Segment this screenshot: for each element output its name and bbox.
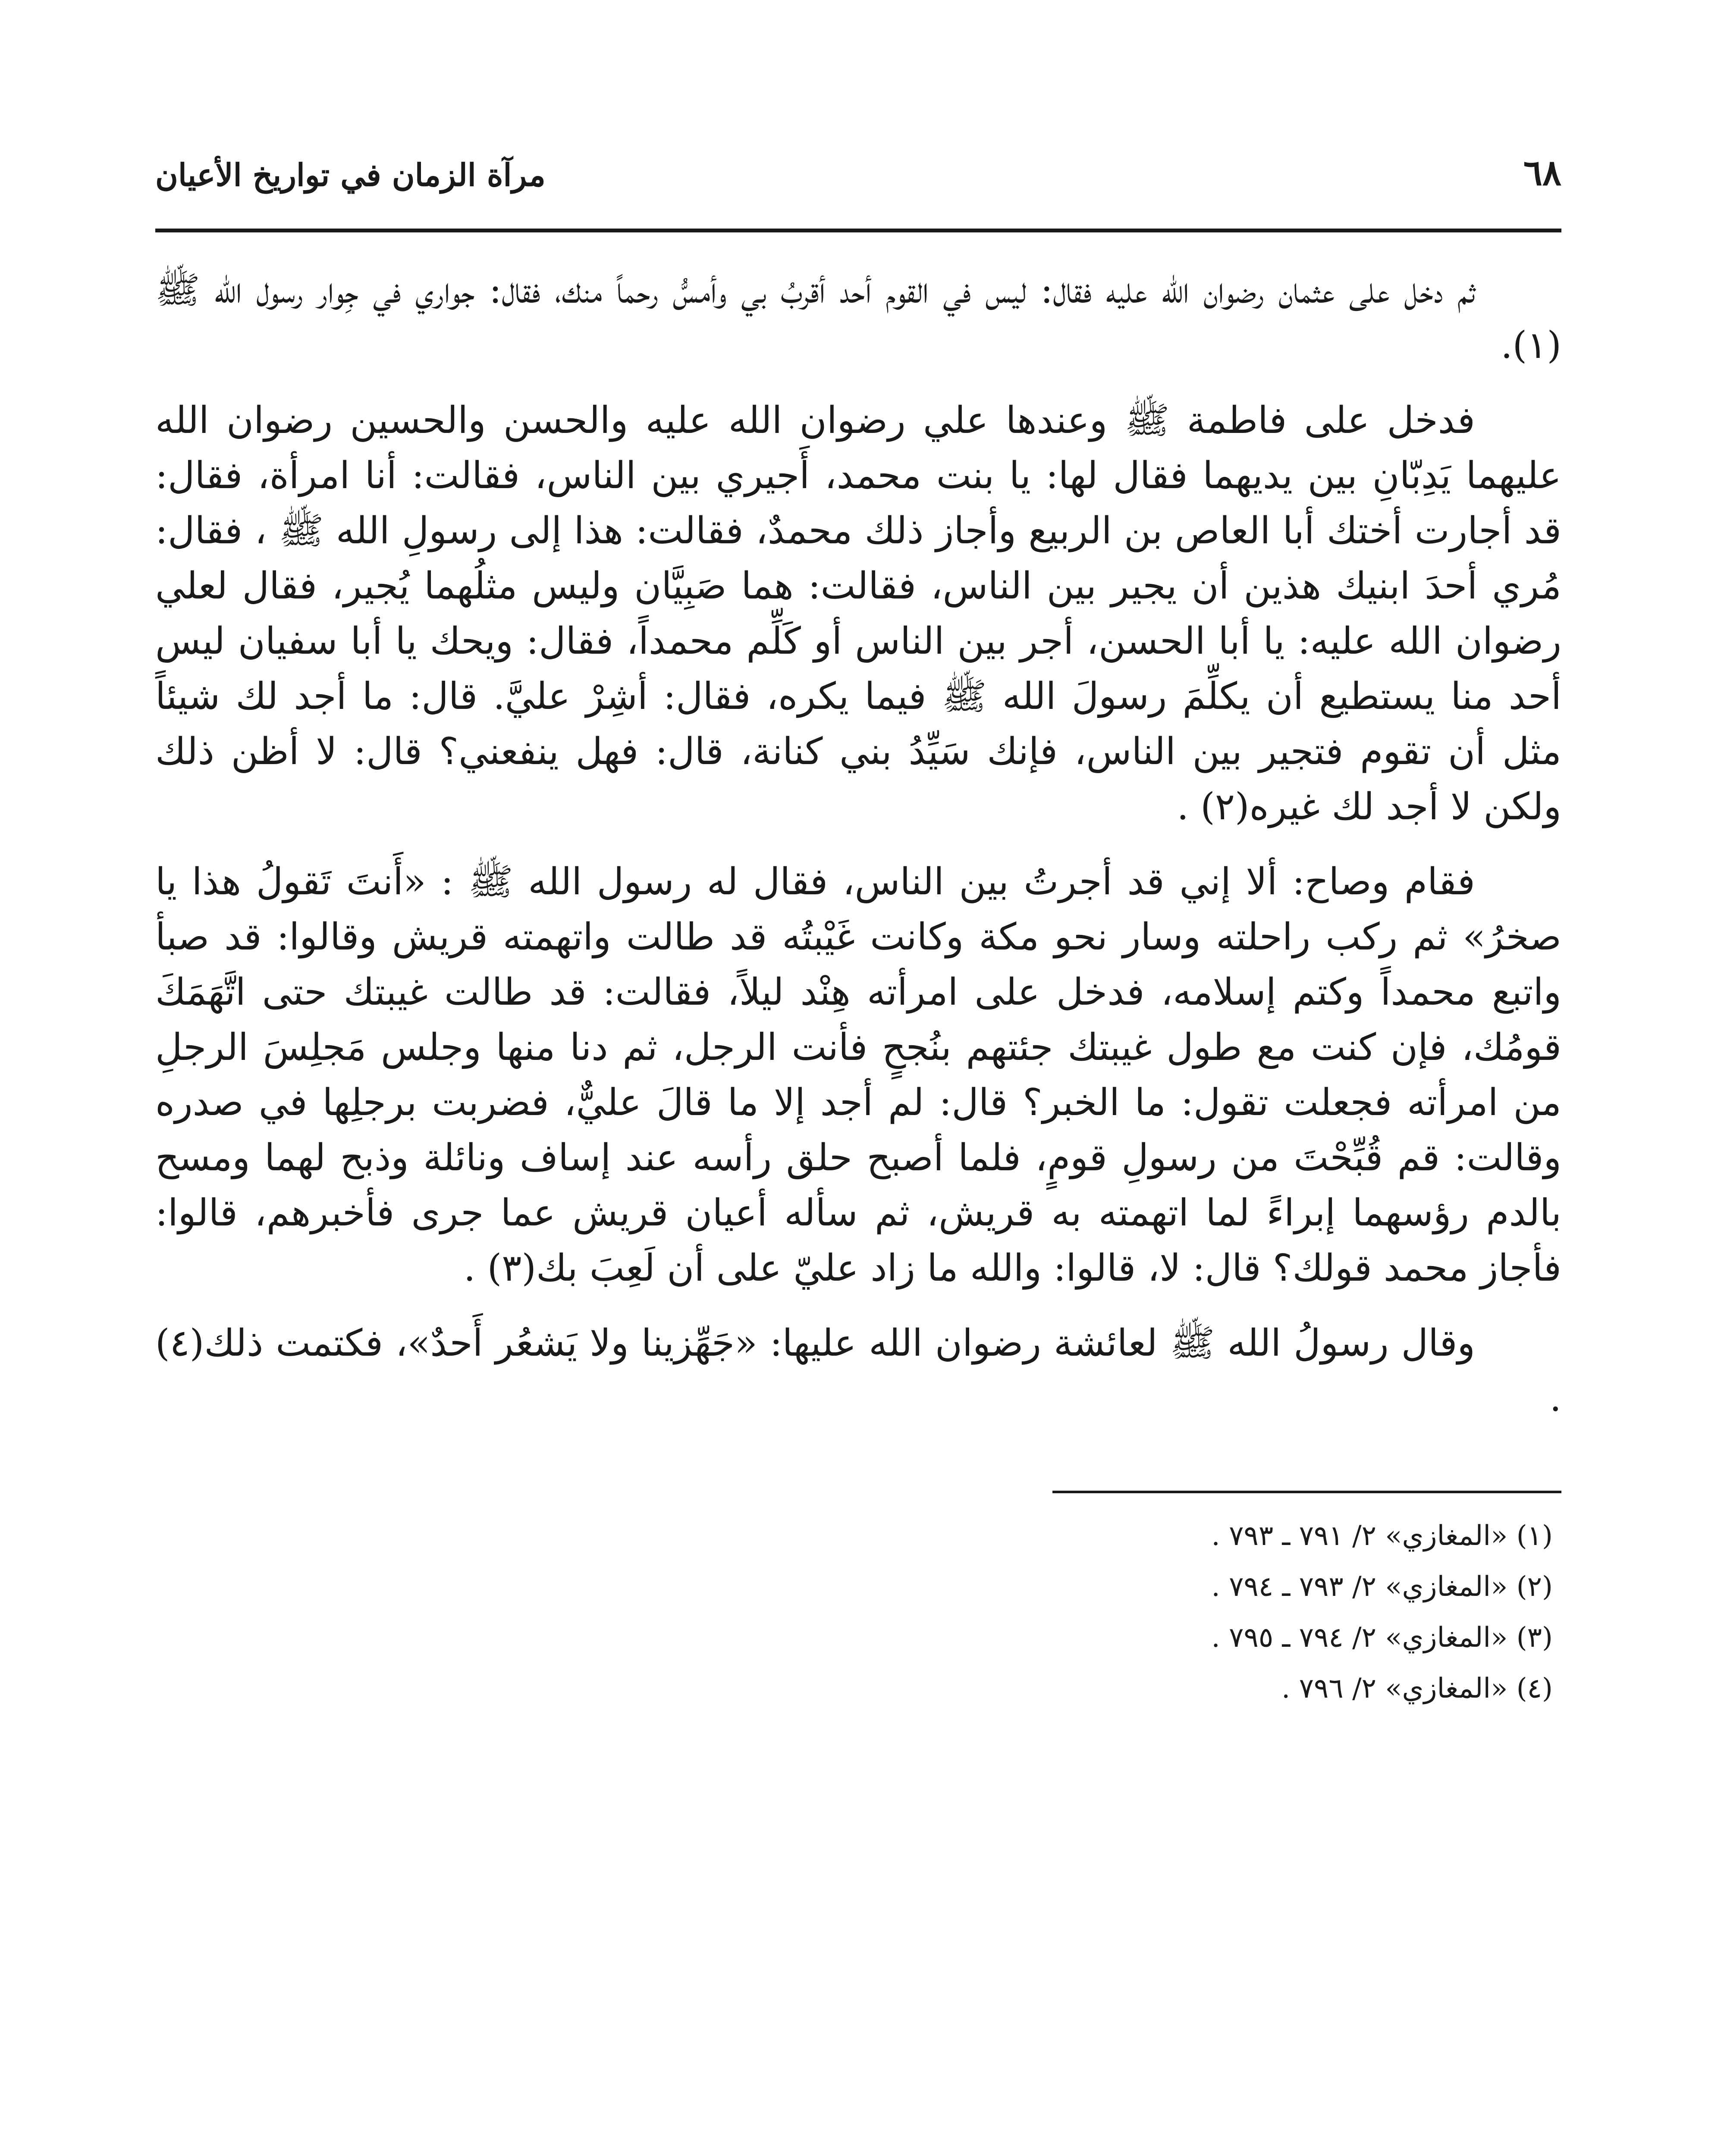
- book-title: مرآة الزمان في تواريخ الأعيان: [155, 157, 546, 193]
- paragraph: وقال رسولُ الله ﷺ لعائشة رضوان الله عليها: «جَهِّزينا ولا يَشعُر أَحدٌ»، فكتمت ذلك(٤) .: [155, 1322, 1561, 1420]
- footnote: (١) «المغازي» ٢/ ٧٩١ ـ ٧٩٣ .: [1211, 1520, 1553, 1552]
- footnote: (٤) «المغازي» ٢/ ٧٩٦ .: [1281, 1673, 1553, 1705]
- page: [155, 129, 1561, 2156]
- paragraph: فدخل على فاطمة ﷺ وعندها علي رضوان الله عليه والحسن والحسين رضوان الله عليهما يَدِبّانِ بين يديهما فقال لها: يا بنت محمد، أَجيري بين الناس، فقالت: أنا امرأة، فقال: قد أجارت أختك أبا العاص بن الربيع وأجاز ذلك محمدٌ، فقالت: هذا إلى رسولِ الله ﷺ ، فقال: مُري أحدَ ابنيك هذين أن يجير بين الناس، فقالت: هما صَبِيَّان وليس مثلُهما يُجير، فقال لعلي رضوان الله عليه: يا أبا الحسن، أجر بين الناس أو كَلِّم محمداً، فقال: ويحك يا أبا سفيان ليس أحد منا يستطيع أن يكلِّمَ رسولَ الله ﷺ فيما يكره، فقال: أشِرْ عليَّ. قال: ما أجد لك شيئاً مثل أن تقوم فتجير بين الناس، فإنك سَيِّدُ بني كنانة، قال: فهل ينفعني؟ قال: لا أظن ذلك ولكن لا أجد لك غيره(٢) .: [155, 399, 1561, 828]
- footnote: (٢) «المغازي» ٢/ ٧٩٣ ـ ٧٩٤ .: [1211, 1571, 1553, 1603]
- body-text: [155, 263, 1561, 1426]
- running-header: [155, 129, 1561, 232]
- footnote-divider-wrap: [155, 1491, 1561, 1493]
- footnote-divider: [1052, 1491, 1561, 1493]
- footnote: (٣) «المغازي» ٢/ ٧٩٤ ـ ٧٩٥ .: [1211, 1622, 1553, 1654]
- page-number: ٦٨: [1523, 152, 1561, 194]
- paragraph: ثم دخل على عثمان رضوان الله عليه فقال: ليس في القوم أحد أقربُ بي وأمسُّ رحماً منك، فقال: جواري في جِوار رسول الله ﷺ (١).: [155, 269, 1561, 367]
- paragraph: فقام وصاح: ألا إني قد أجرتُ بين الناس، فقال له رسول الله ﷺ : «أَنتَ تَقولُ هذا يا صخرُ» ثم ركب راحلته وسار نحو مكة وكانت غَيْبتُه قد طالت واتهمته قريش وقالوا: قد صبأ واتبع محمداً وكتم إسلامه، فدخل على امرأته هِنْد ليلاً، فقالت: قد طالت غيبتك حتى اتَّهَمَكَ قومُك، فإن كنت مع طول غيبتك جئتهم بنُجحٍ فأنت الرجل، ثم دنا منها وجلس مَجلِسَ الرجلِ من امرأته فجعلت تقول: ما الخبر؟ قال: لم أجد إلا ما قالَ عليٌّ، فضربت برجلِها في صدره وقالت: قم قُبِّحْتَ من رسولِ قومٍ، فلما أصبح حلق رأسه عند إساف ونائلة وذبح لهما ومسح بالدم رؤسهما إبراءً لما اتهمته به قريش، ثم سأله أعيان قريش عما جرى فأخبرهم، قالوا: فأجاز محمد قولك؟ قال: لا، قالوا: والله ما زاد عليّ على أن لَعِبَ بك(٣) .: [155, 860, 1561, 1290]
- footnotes: [155, 1510, 1561, 1714]
